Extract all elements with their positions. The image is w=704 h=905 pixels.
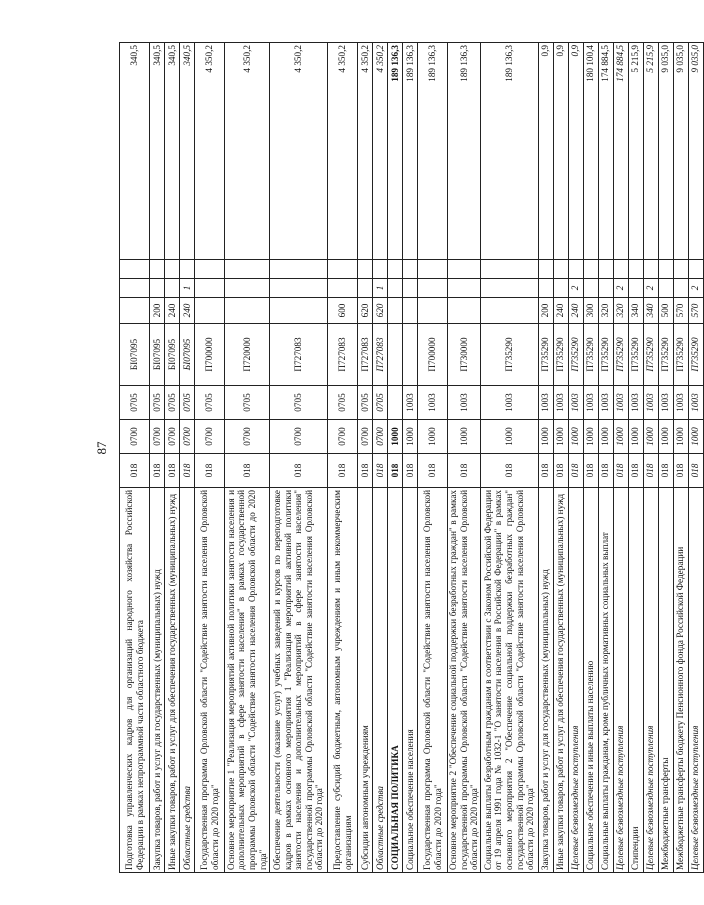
section-code: 0700 (195, 420, 225, 454)
funding-source-code (165, 279, 180, 298)
amount: 4 350,2 (270, 43, 328, 260)
expense-type-code: 320 (598, 298, 613, 324)
funding-source-code (628, 279, 643, 298)
subsection-code: 1003 (628, 386, 643, 420)
extra-code (180, 260, 195, 279)
expense-type-code: 570 (688, 298, 703, 324)
grbs-code: 018 (195, 454, 225, 488)
grbs-code: 018 (150, 454, 165, 488)
grbs-code: 018 (270, 454, 328, 488)
grbs-code: 018 (568, 454, 583, 488)
target-article-code: БI07095 (120, 324, 150, 386)
extra-code (225, 260, 270, 279)
amount: 9 035,0 (658, 43, 673, 260)
grbs-code: 018 (418, 454, 448, 488)
funding-source-code (388, 279, 403, 298)
extra-code (553, 260, 568, 279)
amount: 4 350,2 (225, 43, 270, 260)
target-article-code: БI07095 (150, 324, 165, 386)
expense-type-code: 240 (568, 298, 583, 324)
extra-code (418, 260, 448, 279)
subsection-code: 1003 (583, 386, 598, 420)
amount: 340,5 (120, 43, 150, 260)
amount: 4 350,2 (358, 43, 373, 260)
extra-code (448, 260, 481, 279)
expense-type-code: 340 (628, 298, 643, 324)
funding-source-code: 2 (568, 279, 583, 298)
row-name: Стипендии (628, 488, 643, 873)
target-article-code: П735290 (628, 324, 643, 386)
funding-source-code (598, 279, 613, 298)
amount: 0,9 (568, 43, 583, 260)
section-code: 0700 (373, 420, 388, 454)
extra-code (388, 260, 403, 279)
section-code: 0700 (180, 420, 195, 454)
table-row (448, 43, 481, 873)
extra-code (480, 260, 538, 279)
table-row (165, 43, 180, 873)
amount: 4 350,2 (195, 43, 225, 260)
subsection-code: 0705 (270, 386, 328, 420)
section-code: 1000 (388, 420, 403, 454)
target-article-code: П735290 (553, 324, 568, 386)
row-name: Государственная программа Орловской области "Содействие занятости населения Орловской области до 2020 года" (418, 488, 448, 873)
subsection-code: 0705 (180, 386, 195, 420)
row-name: Областные средства (180, 488, 195, 873)
row-name: Целевые безвозмездные поступления (613, 488, 628, 873)
extra-code (673, 260, 688, 279)
funding-source-code (538, 279, 553, 298)
table-row (658, 43, 673, 873)
extra-code (628, 260, 643, 279)
grbs-code: 018 (480, 454, 538, 488)
section-code: 1000 (418, 420, 448, 454)
subsection-code: 0705 (358, 386, 373, 420)
grbs-code: 018 (225, 454, 270, 488)
extra-code (568, 260, 583, 279)
subsection-code: 1003 (598, 386, 613, 420)
grbs-code: 018 (658, 454, 673, 488)
expense-type-code: 320 (613, 298, 628, 324)
row-name: Целевые безвозмездные поступления (643, 488, 658, 873)
amount: 0,9 (538, 43, 553, 260)
subsection-code: 1003 (658, 386, 673, 420)
expense-type-code: 340 (643, 298, 658, 324)
expense-type-code: 240 (165, 298, 180, 324)
extra-code (358, 260, 373, 279)
grbs-code: 018 (373, 454, 388, 488)
expense-type-code: 570 (673, 298, 688, 324)
grbs-code: 018 (598, 454, 613, 488)
subsection-code (388, 386, 403, 420)
grbs-code: 018 (583, 454, 598, 488)
expense-type-code: 200 (538, 298, 553, 324)
amount: 189 136,3 (418, 43, 448, 260)
amount: 4 350,2 (328, 43, 358, 260)
amount: 189 136,3 (448, 43, 481, 260)
grbs-code: 018 (165, 454, 180, 488)
expense-type-code (388, 298, 403, 324)
target-article-code: П727083 (358, 324, 373, 386)
subsection-code: 1003 (553, 386, 568, 420)
row-name: Социальные выплаты безработным гражданам в соответствии с Законом Российской Федерации от 19 апреля 1991 года № 1032-1 "О занятости населения в Российской Федерации" в рамках основного мероприятия 2 "Обеспечение социальной поддержки безработных граждан" государственной программы Орловской области "Содействие занятости населения Орловской области до 2020 года" (480, 488, 538, 873)
funding-source-code: 1 (373, 279, 388, 298)
grbs-code: 018 (388, 454, 403, 488)
grbs-code: 018 (180, 454, 195, 488)
funding-source-code (270, 279, 328, 298)
table-row (270, 43, 328, 873)
expense-type-code: 200 (150, 298, 165, 324)
grbs-code: 018 (358, 454, 373, 488)
expense-type-code (195, 298, 225, 324)
extra-code (658, 260, 673, 279)
extra-code (598, 260, 613, 279)
amount: 189 136,3 (403, 43, 418, 260)
funding-source-code: 2 (613, 279, 628, 298)
row-name: Основное мероприятие 1 "Реализация мероприятий активной политики занятости населения и дополнительных мероприятий в сфере занятости населения" в рамках государственной программы Орловской области "Содействие занятости населения Орловской области до 2020 года" (225, 488, 270, 873)
grbs-code: 018 (553, 454, 568, 488)
row-name: Закупка товаров, работ и услуг для государственных (муниципальных) нужд (150, 488, 165, 873)
subsection-code: 1003 (418, 386, 448, 420)
row-name: Основное мероприятие 2 "Обеспечение социальной поддержки безработных граждан" в рамках государственной программы Орловской области "Содействие занятости населения Орловской области до 2020 года" (448, 488, 481, 873)
amount: 340,5 (180, 43, 195, 260)
funding-source-code (225, 279, 270, 298)
row-name: Социальные выплаты гражданам, кроме публичных нормативных социальных выплат (598, 488, 613, 873)
subsection-code: 1003 (613, 386, 628, 420)
subsection-code: 1003 (568, 386, 583, 420)
section-code: 1000 (448, 420, 481, 454)
subsection-code: 1003 (448, 386, 481, 420)
section-code: 1000 (613, 420, 628, 454)
section-code: 1000 (553, 420, 568, 454)
row-name: Иные закупки товаров, работ и услуг для обеспечения государственных (муниципальных) нужд (553, 488, 568, 873)
table-row (643, 43, 658, 873)
grbs-code: 018 (328, 454, 358, 488)
expense-type-code: 620 (358, 298, 373, 324)
row-name: Иные закупки товаров, работ и услуг для обеспечения государственных (муниципальных) нужд (165, 488, 180, 873)
expense-type-code (480, 298, 538, 324)
grbs-code: 018 (403, 454, 418, 488)
expense-type-code (120, 298, 150, 324)
funding-source-code: 2 (688, 279, 703, 298)
table-row (180, 43, 195, 873)
section-code: 1000 (538, 420, 553, 454)
section-code: 0700 (270, 420, 328, 454)
table-row (538, 43, 553, 873)
row-name: СОЦИАЛЬНАЯ ПОЛИТИКА (388, 488, 403, 873)
section-code: 1000 (628, 420, 643, 454)
funding-source-code (658, 279, 673, 298)
section-code: 0700 (225, 420, 270, 454)
section-code: 1000 (658, 420, 673, 454)
grbs-code: 018 (688, 454, 703, 488)
target-article-code: П735290 (613, 324, 628, 386)
funding-source-code (328, 279, 358, 298)
section-code: 1000 (673, 420, 688, 454)
amount: 189 136,3 (388, 43, 403, 260)
expense-type-code (418, 298, 448, 324)
subsection-code: 0705 (373, 386, 388, 420)
row-name: Межбюджетные трансферты бюджету Пенсионного фонда Российской Федерации (673, 488, 688, 873)
section-code: 1000 (568, 420, 583, 454)
subsection-code: 1003 (480, 386, 538, 420)
table-row (225, 43, 270, 873)
table-row (598, 43, 613, 873)
table-row (403, 43, 418, 873)
funding-source-code (150, 279, 165, 298)
section-code: 1000 (583, 420, 598, 454)
row-name: Целевые безвозмездные поступления (688, 488, 703, 873)
section-code: 1000 (688, 420, 703, 454)
expense-type-code (225, 298, 270, 324)
row-name: Межбюджетные трансферты (658, 488, 673, 873)
expense-type-code: 620 (373, 298, 388, 324)
row-name: Обеспечение деятельности (оказание услуг) учебных заведений и курсов по переподготовке кадров в рамках основного мероприятия 1 "Реализация мероприятий активной политики занятости населения и дополнительных мероприятий в сфере занятости населения" государственной программы Орловской области "Содействие занятости населения Орловской области до 2020 года" (270, 488, 328, 873)
row-name: Областные средства (373, 488, 388, 873)
target-article-code: П735290 (688, 324, 703, 386)
row-name: Закупка товаров, работ и услуг для государственных (муниципальных) нужд (538, 488, 553, 873)
funding-source-code: 1 (180, 279, 195, 298)
funding-source-code (418, 279, 448, 298)
expense-type-code (448, 298, 481, 324)
extra-code (165, 260, 180, 279)
target-article-code: П720000 (225, 324, 270, 386)
expense-type-code (403, 298, 418, 324)
table-row (388, 43, 403, 873)
target-article-code: П727083 (270, 324, 328, 386)
extra-code (583, 260, 598, 279)
row-name: Целевые безвозмездные поступления (568, 488, 583, 873)
extra-code (328, 260, 358, 279)
extra-code (613, 260, 628, 279)
funding-source-code (195, 279, 225, 298)
table-row (553, 43, 568, 873)
extra-code (195, 260, 225, 279)
funding-source-code (480, 279, 538, 298)
section-code: 1000 (480, 420, 538, 454)
table-row (418, 43, 448, 873)
target-article-code: П700000 (418, 324, 448, 386)
funding-source-code (120, 279, 150, 298)
table-row (688, 43, 703, 873)
extra-code (643, 260, 658, 279)
target-article-code (388, 324, 403, 386)
amount: 5 215,9 (643, 43, 658, 260)
funding-source-code (673, 279, 688, 298)
target-article-code: П735290 (583, 324, 598, 386)
grbs-code: 018 (120, 454, 150, 488)
row-name: Субсидии автономным учреждениям (358, 488, 373, 873)
table-row (480, 43, 538, 873)
subsection-code: 0705 (150, 386, 165, 420)
grbs-code: 018 (448, 454, 481, 488)
grbs-code: 018 (673, 454, 688, 488)
rotated-table-container (119, 43, 701, 873)
subsection-code: 1003 (673, 386, 688, 420)
target-article-code: П727083 (328, 324, 358, 386)
target-article-code: П735290 (643, 324, 658, 386)
funding-source-code (448, 279, 481, 298)
target-article-code: П727083 (373, 324, 388, 386)
section-code: 1000 (643, 420, 658, 454)
section-code: 0700 (328, 420, 358, 454)
budget-table (119, 42, 704, 873)
funding-source-code (553, 279, 568, 298)
table-row (120, 43, 150, 873)
section-code: 0700 (165, 420, 180, 454)
section-code: 1000 (598, 420, 613, 454)
table-row (613, 43, 628, 873)
expense-type-code: 500 (658, 298, 673, 324)
row-name: Подготовка управленческих кадров для организаций народного хозяйства Российской Федерации в рамках непрограммной части областного бюджета (120, 488, 150, 873)
target-article-code: П735290 (673, 324, 688, 386)
target-article-code: П735290 (480, 324, 538, 386)
section-code: 1000 (403, 420, 418, 454)
target-article-code: П730000 (448, 324, 481, 386)
grbs-code: 018 (643, 454, 658, 488)
extra-code (270, 260, 328, 279)
subsection-code: 1003 (643, 386, 658, 420)
amount: 340,5 (150, 43, 165, 260)
table-row (628, 43, 643, 873)
funding-source-code: 2 (643, 279, 658, 298)
funding-source-code (583, 279, 598, 298)
subsection-code: 0705 (120, 386, 150, 420)
expense-type-code: 240 (180, 298, 195, 324)
table-row (358, 43, 373, 873)
amount: 9 035,0 (688, 43, 703, 260)
target-article-code: П735290 (538, 324, 553, 386)
row-name: Предоставление субсидий бюджетным, автономным учреждениям и иным некоммерческим организациям (328, 488, 358, 873)
amount: 174 884,5 (613, 43, 628, 260)
page-number: 87 (94, 441, 109, 455)
row-name: Социальное обеспечение населения (403, 488, 418, 873)
amount: 9 035,0 (673, 43, 688, 260)
expense-type-code: 600 (328, 298, 358, 324)
subsection-code: 1003 (538, 386, 553, 420)
amount: 340,5 (165, 43, 180, 260)
target-article-code: П735290 (658, 324, 673, 386)
subsection-code: 0705 (225, 386, 270, 420)
target-article-code (403, 324, 418, 386)
target-article-code: БI07095 (165, 324, 180, 386)
extra-code (373, 260, 388, 279)
grbs-code: 018 (628, 454, 643, 488)
table-row (583, 43, 598, 873)
amount: 0,9 (553, 43, 568, 260)
table-row (568, 43, 583, 873)
expense-type-code (270, 298, 328, 324)
extra-code (403, 260, 418, 279)
target-article-code: П700000 (195, 324, 225, 386)
extra-code (688, 260, 703, 279)
section-code: 0700 (120, 420, 150, 454)
table-row (150, 43, 165, 873)
subsection-code: 0705 (165, 386, 180, 420)
extra-code (538, 260, 553, 279)
amount: 180 100,4 (583, 43, 598, 260)
section-code: 0700 (150, 420, 165, 454)
section-code: 0700 (358, 420, 373, 454)
subsection-code: 1003 (403, 386, 418, 420)
target-article-code: П735290 (598, 324, 613, 386)
row-name: Социальное обеспечение и иные выплаты населению (583, 488, 598, 873)
subsection-code: 0705 (195, 386, 225, 420)
target-article-code: БI07095 (180, 324, 195, 386)
grbs-code: 018 (613, 454, 628, 488)
table-row (195, 43, 225, 873)
expense-type-code: 240 (553, 298, 568, 324)
budget-table-body (120, 43, 704, 873)
funding-source-code (403, 279, 418, 298)
funding-source-code (358, 279, 373, 298)
subsection-code: 0705 (328, 386, 358, 420)
amount: 174 884,5 (598, 43, 613, 260)
extra-code (150, 260, 165, 279)
amount: 4 350,2 (373, 43, 388, 260)
table-row (673, 43, 688, 873)
amount: 5 215,9 (628, 43, 643, 260)
row-name: Государственная программа Орловской области "Содействие занятости населения Орловской области до 2020 года" (195, 488, 225, 873)
subsection-code: 1003 (688, 386, 703, 420)
table-row (373, 43, 388, 873)
amount: 189 136,3 (480, 43, 538, 260)
target-article-code: П735290 (568, 324, 583, 386)
grbs-code: 018 (538, 454, 553, 488)
extra-code (120, 260, 150, 279)
table-row (328, 43, 358, 873)
expense-type-code: 300 (583, 298, 598, 324)
